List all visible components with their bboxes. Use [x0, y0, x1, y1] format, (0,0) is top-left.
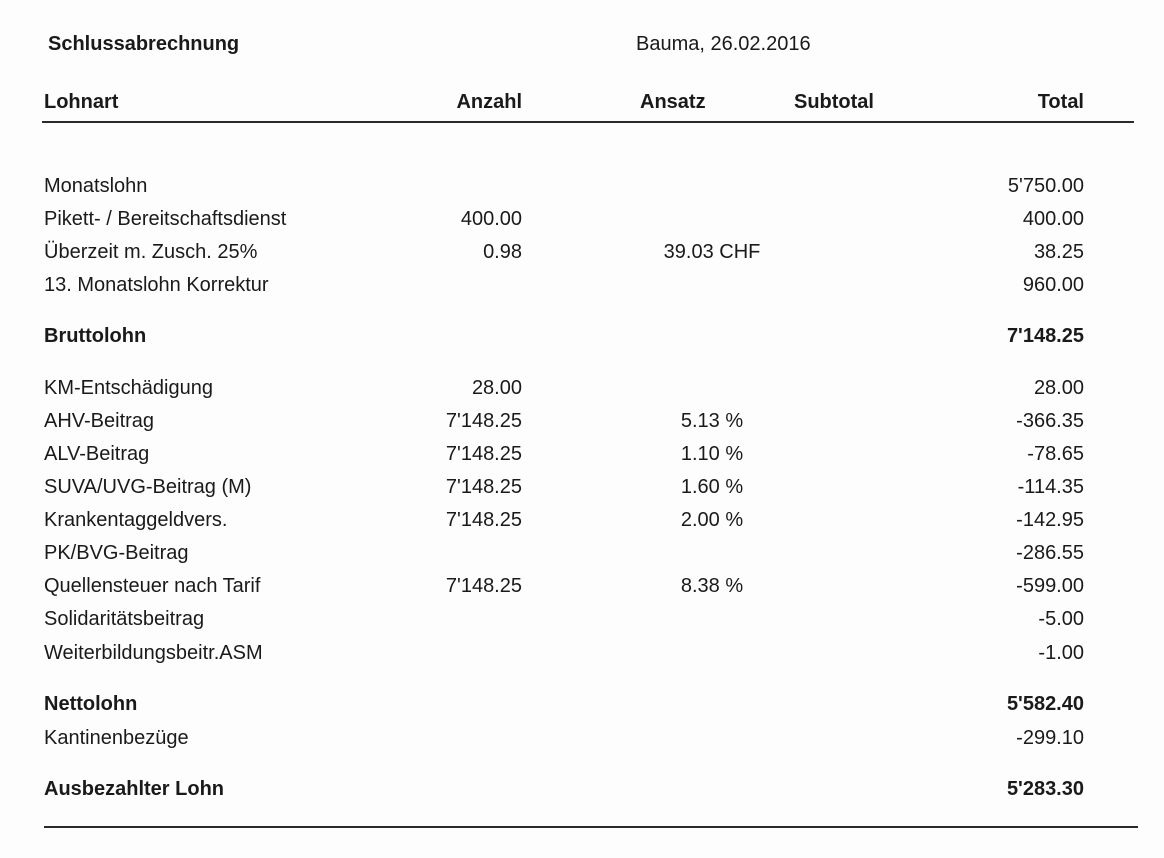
row-label: AHV-Beitrag — [44, 410, 155, 432]
row-total: 7'148.25 — [1006, 325, 1084, 347]
table-row — [0, 442, 1164, 466]
row-label: Monatslohn — [44, 175, 148, 197]
row-label: Ausbezahlter Lohn — [44, 778, 225, 800]
row-label: Krankentaggeldvers. — [44, 509, 228, 531]
row-label: KM-Entschädigung — [44, 377, 213, 399]
row-ansatz: 2.00 % — [680, 509, 744, 531]
table-row — [0, 240, 1164, 264]
table-row — [0, 777, 1164, 801]
row-total: 38.25 — [1033, 241, 1084, 263]
table-row — [0, 376, 1164, 400]
row-total: -142.95 — [1016, 509, 1084, 531]
row-total: 400.00 — [1022, 208, 1084, 230]
row-ansatz: 5.13 % — [680, 410, 744, 432]
table-row — [0, 508, 1164, 532]
table-row — [0, 207, 1164, 231]
row-total: -78.65 — [1027, 443, 1084, 465]
row-total: -5.00 — [1038, 608, 1084, 630]
table-row — [0, 692, 1164, 716]
row-label: Pikett- / Bereitschaftsdienst — [44, 208, 287, 230]
column-header-anzahl: Anzahl — [456, 91, 522, 113]
column-header-subtotal: Subtotal — [794, 91, 874, 113]
row-total: 5'283.30 — [1006, 778, 1084, 800]
table-row — [0, 174, 1164, 198]
row-label: Weiterbildungsbeitr.ASM — [44, 642, 263, 664]
row-label: ALV-Beitrag — [44, 443, 150, 465]
row-total: -114.35 — [1017, 476, 1084, 498]
row-anzahl: 7'148.25 — [445, 410, 522, 432]
column-header-ansatz: Ansatz — [640, 91, 706, 113]
row-label: SUVA/UVG-Beitrag (M) — [44, 476, 252, 498]
place-date: Bauma, 26.02.2016 — [636, 33, 811, 55]
row-anzahl: 7'148.25 — [445, 476, 522, 498]
column-header-lohnart: Lohnart — [44, 91, 119, 113]
table-row — [0, 541, 1164, 565]
row-anzahl: 7'148.25 — [445, 443, 522, 465]
row-total: -366.35 — [1016, 410, 1084, 432]
row-anzahl: 400.00 — [460, 208, 522, 230]
row-total: 5'750.00 — [1007, 175, 1084, 197]
row-total: 960.00 — [1022, 274, 1084, 296]
row-anzahl: 7'148.25 — [445, 575, 522, 597]
row-label: Bruttolohn — [44, 325, 147, 347]
row-label: Überzeit m. Zusch. 25% — [44, 241, 258, 263]
row-total: -299.10 — [1016, 727, 1084, 749]
row-ansatz: 1.10 % — [680, 443, 744, 465]
table-row — [0, 409, 1164, 433]
row-total: -1.00 — [1038, 642, 1084, 664]
row-total: 5'582.40 — [1006, 693, 1084, 715]
column-header-total: Total — [1037, 91, 1084, 113]
table-row — [0, 273, 1164, 297]
row-label: Kantinenbezüge — [44, 727, 189, 749]
table-row — [0, 324, 1164, 348]
table-row — [0, 475, 1164, 499]
table-row — [0, 641, 1164, 665]
row-anzahl: 28.00 — [471, 377, 522, 399]
row-total: 28.00 — [1033, 377, 1084, 399]
row-total: -599.00 — [1016, 575, 1084, 597]
row-total: -286.55 — [1016, 542, 1084, 564]
table-row — [0, 607, 1164, 631]
header-divider — [42, 121, 1134, 123]
row-label: 13. Monatslohn Korrektur — [44, 274, 269, 296]
row-label: Nettolohn — [44, 693, 138, 715]
row-label: Solidaritätsbeitrag — [44, 608, 205, 630]
table-row — [0, 726, 1164, 750]
row-ansatz: 39.03 CHF — [663, 241, 761, 263]
row-label: Quellensteuer nach Tarif — [44, 575, 261, 597]
table-row — [0, 574, 1164, 598]
row-anzahl: 7'148.25 — [445, 509, 522, 531]
document-title: Schlussabrechnung — [48, 33, 240, 55]
row-anzahl: 0.98 — [483, 241, 522, 263]
row-ansatz: 1.60 % — [680, 476, 744, 498]
row-label: PK/BVG-Beitrag — [44, 542, 189, 564]
footer-divider — [44, 826, 1138, 828]
row-ansatz: 8.38 % — [680, 575, 744, 597]
